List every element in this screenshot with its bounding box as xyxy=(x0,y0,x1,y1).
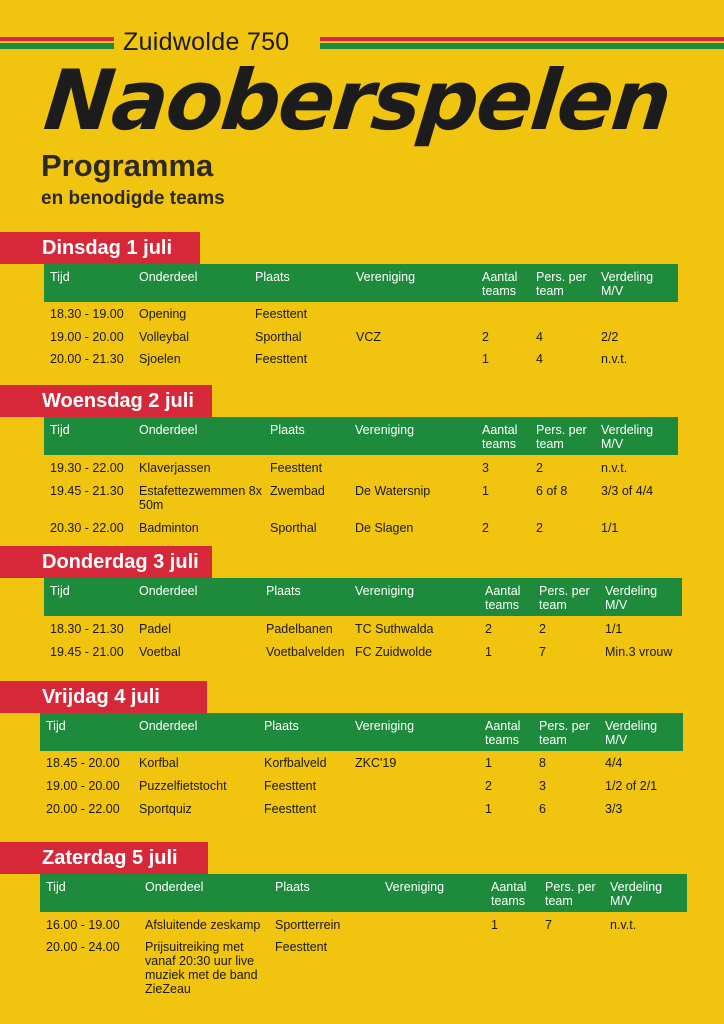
cell-vereniging: TC Suthwalda xyxy=(355,622,434,636)
cell-tijd: 18.45 - 20.00 xyxy=(46,756,120,770)
column-header-onderdeel: Onderdeel xyxy=(139,270,198,284)
cell-pers: 4 xyxy=(536,330,543,344)
cell-onderdeel: Afsluitende zeskamp xyxy=(145,918,261,932)
cell-plaats: Padelbanen xyxy=(266,622,333,636)
cell-onderdeel: Korfbal xyxy=(139,756,179,770)
cell-plaats: Korfbalveld xyxy=(264,756,327,770)
cell-tijd: 20.00 - 21.30 xyxy=(50,352,124,366)
column-header-vereniging: Vereniging xyxy=(355,584,415,598)
table-header xyxy=(44,264,678,302)
cell-tijd: 18.30 - 21.30 xyxy=(50,622,124,636)
header-stripe-left xyxy=(0,37,114,49)
cell-verdeling: 3/3 of 4/4 xyxy=(601,484,654,498)
column-header-verdeling: Verdeling M/V xyxy=(605,584,658,612)
column-header-plaats: Plaats xyxy=(266,584,301,598)
cell-aantal: 1 xyxy=(482,484,489,498)
cell-pers: 2 xyxy=(539,622,546,636)
program-subtitle: en benodigde teams xyxy=(41,188,225,209)
column-header-pers: Pers. per team xyxy=(539,584,590,612)
column-header-verdeling: Verdeling M/V xyxy=(605,719,658,747)
cell-aantal: 1 xyxy=(485,802,492,816)
column-header-vereniging: Vereniging xyxy=(356,270,416,284)
cell-aantal: 2 xyxy=(485,622,492,636)
column-header-aantal: Aantal teams xyxy=(485,584,521,612)
cell-onderdeel: Volleybal xyxy=(139,330,190,344)
table-header xyxy=(44,417,678,455)
column-header-plaats: Plaats xyxy=(264,719,299,733)
column-header-aantal: Aantal teams xyxy=(491,880,527,908)
cell-plaats: Sporthal xyxy=(255,330,302,344)
cell-verdeling: 1/1 xyxy=(601,521,619,535)
cell-onderdeel: Sportquiz xyxy=(139,802,192,816)
cell-tijd: 20.00 - 22.00 xyxy=(46,802,120,816)
cell-onderdeel: Sjoelen xyxy=(139,352,181,366)
cell-verdeling: n.v.t. xyxy=(610,918,637,932)
column-header-pers: Pers. per team xyxy=(536,270,587,298)
day-heading: Vrijdag 4 juli xyxy=(0,681,207,713)
cell-pers: 8 xyxy=(539,756,546,770)
cell-verdeling: 1/1 xyxy=(605,622,623,636)
cell-pers: 7 xyxy=(545,918,552,932)
header-stripe-right xyxy=(320,37,724,49)
cell-verdeling: n.v.t. xyxy=(601,461,628,475)
day-heading: Dinsdag 1 juli xyxy=(0,232,200,264)
cell-vereniging: ZKC'19 xyxy=(355,756,397,770)
column-header-verdeling: Verdeling M/V xyxy=(601,423,654,451)
cell-verdeling: Min.3 vrouw xyxy=(605,645,673,659)
table-header xyxy=(40,874,687,912)
cell-onderdeel: Estafettezwemmen 8x 50m xyxy=(139,484,262,512)
cell-tijd: 19.00 - 20.00 xyxy=(50,330,124,344)
column-header-tijd: Tijd xyxy=(46,880,66,894)
cell-verdeling: 1/2 of 2/1 xyxy=(605,779,658,793)
column-header-vereniging: Vereniging xyxy=(355,719,415,733)
column-header-vereniging: Vereniging xyxy=(385,880,445,894)
column-header-aantal: Aantal teams xyxy=(482,270,518,298)
column-header-vereniging: Vereniging xyxy=(355,423,415,437)
cell-aantal: 1 xyxy=(485,756,492,770)
cell-pers: 7 xyxy=(539,645,546,659)
column-header-verdeling: Verdeling M/V xyxy=(610,880,663,908)
cell-onderdeel: Prijsuitreiking met vanaf 20:30 uur live muziek met de band ZieZeau xyxy=(145,940,258,996)
column-header-pers: Pers. per team xyxy=(545,880,596,908)
column-header-tijd: Tijd xyxy=(50,423,70,437)
cell-plaats: Feesttent xyxy=(270,461,323,475)
cell-plaats: Feesttent xyxy=(275,940,328,954)
cell-onderdeel: Puzzelfietstocht xyxy=(139,779,227,793)
column-header-pers: Pers. per team xyxy=(536,423,587,451)
column-header-pers: Pers. per team xyxy=(539,719,590,747)
cell-tijd: 19.30 - 22.00 xyxy=(50,461,124,475)
cell-tijd: 19.00 - 20.00 xyxy=(46,779,120,793)
column-header-verdeling: Verdeling M/V xyxy=(601,270,654,298)
cell-vereniging: De Watersnip xyxy=(355,484,431,498)
cell-onderdeel: Voetbal xyxy=(139,645,181,659)
cell-onderdeel: Klaverjassen xyxy=(139,461,211,475)
cell-aantal: 1 xyxy=(482,352,489,366)
cell-verdeling: n.v.t. xyxy=(601,352,628,366)
cell-tijd: 20.00 - 24.00 xyxy=(46,940,120,954)
cell-vereniging: VCZ xyxy=(356,330,381,344)
cell-plaats: Feesttent xyxy=(255,352,308,366)
column-header-onderdeel: Onderdeel xyxy=(145,880,204,894)
column-header-onderdeel: Onderdeel xyxy=(139,584,198,598)
day-heading: Zaterdag 5 juli xyxy=(0,842,208,874)
cell-pers: 3 xyxy=(539,779,546,793)
day-heading: Donderdag 3 juli xyxy=(0,546,212,578)
cell-aantal: 3 xyxy=(482,461,489,475)
cell-plaats: Sporthal xyxy=(270,521,317,535)
column-header-tijd: Tijd xyxy=(50,270,70,284)
cell-tijd: 20.30 - 22.00 xyxy=(50,521,124,535)
cell-tijd: 16.00 - 19.00 xyxy=(46,918,120,932)
cell-verdeling: 3/3 xyxy=(605,802,623,816)
cell-vereniging: FC Zuidwolde xyxy=(355,645,433,659)
cell-verdeling: 2/2 xyxy=(601,330,619,344)
column-header-plaats: Plaats xyxy=(275,880,310,894)
column-header-aantal: Aantal teams xyxy=(485,719,521,747)
cell-plaats: Feesttent xyxy=(264,779,317,793)
cell-onderdeel: Opening xyxy=(139,307,187,321)
column-header-aantal: Aantal teams xyxy=(482,423,518,451)
cell-pers: 2 xyxy=(536,461,543,475)
cell-aantal: 2 xyxy=(482,330,489,344)
cell-tijd: 19.45 - 21.00 xyxy=(50,645,124,659)
cell-onderdeel: Badminton xyxy=(139,521,199,535)
table-header xyxy=(44,578,682,616)
cell-pers: 6 xyxy=(539,802,546,816)
cell-aantal: 2 xyxy=(485,779,492,793)
cell-vereniging: De Slagen xyxy=(355,521,414,535)
column-header-plaats: Plaats xyxy=(255,270,290,284)
cell-pers: 6 of 8 xyxy=(536,484,568,498)
cell-tijd: 18.30 - 19.00 xyxy=(50,307,124,321)
table-header xyxy=(40,713,683,751)
cell-plaats: Zwembad xyxy=(270,484,325,498)
cell-plaats: Feesttent xyxy=(255,307,308,321)
cell-verdeling: 4/4 xyxy=(605,756,623,770)
column-header-onderdeel: Onderdeel xyxy=(139,423,198,437)
event-subtitle: Zuidwolde 750 xyxy=(123,28,290,56)
cell-plaats: Sportterrein xyxy=(275,918,341,932)
cell-plaats: Feesttent xyxy=(264,802,317,816)
column-header-onderdeel: Onderdeel xyxy=(139,719,198,733)
column-header-tijd: Tijd xyxy=(46,719,66,733)
cell-plaats: Voetbalvelden xyxy=(266,645,345,659)
cell-onderdeel: Padel xyxy=(139,622,171,636)
cell-aantal: 1 xyxy=(491,918,498,932)
cell-pers: 4 xyxy=(536,352,543,366)
day-heading: Woensdag 2 juli xyxy=(0,385,212,417)
cell-pers: 2 xyxy=(536,521,543,535)
cell-aantal: 1 xyxy=(485,645,492,659)
column-header-plaats: Plaats xyxy=(270,423,305,437)
program-title: Programma xyxy=(41,148,214,183)
column-header-tijd: Tijd xyxy=(50,584,70,598)
cell-tijd: 19.45 - 21.30 xyxy=(50,484,124,498)
cell-aantal: 2 xyxy=(482,521,489,535)
event-title: Naoberspelen xyxy=(40,52,675,149)
